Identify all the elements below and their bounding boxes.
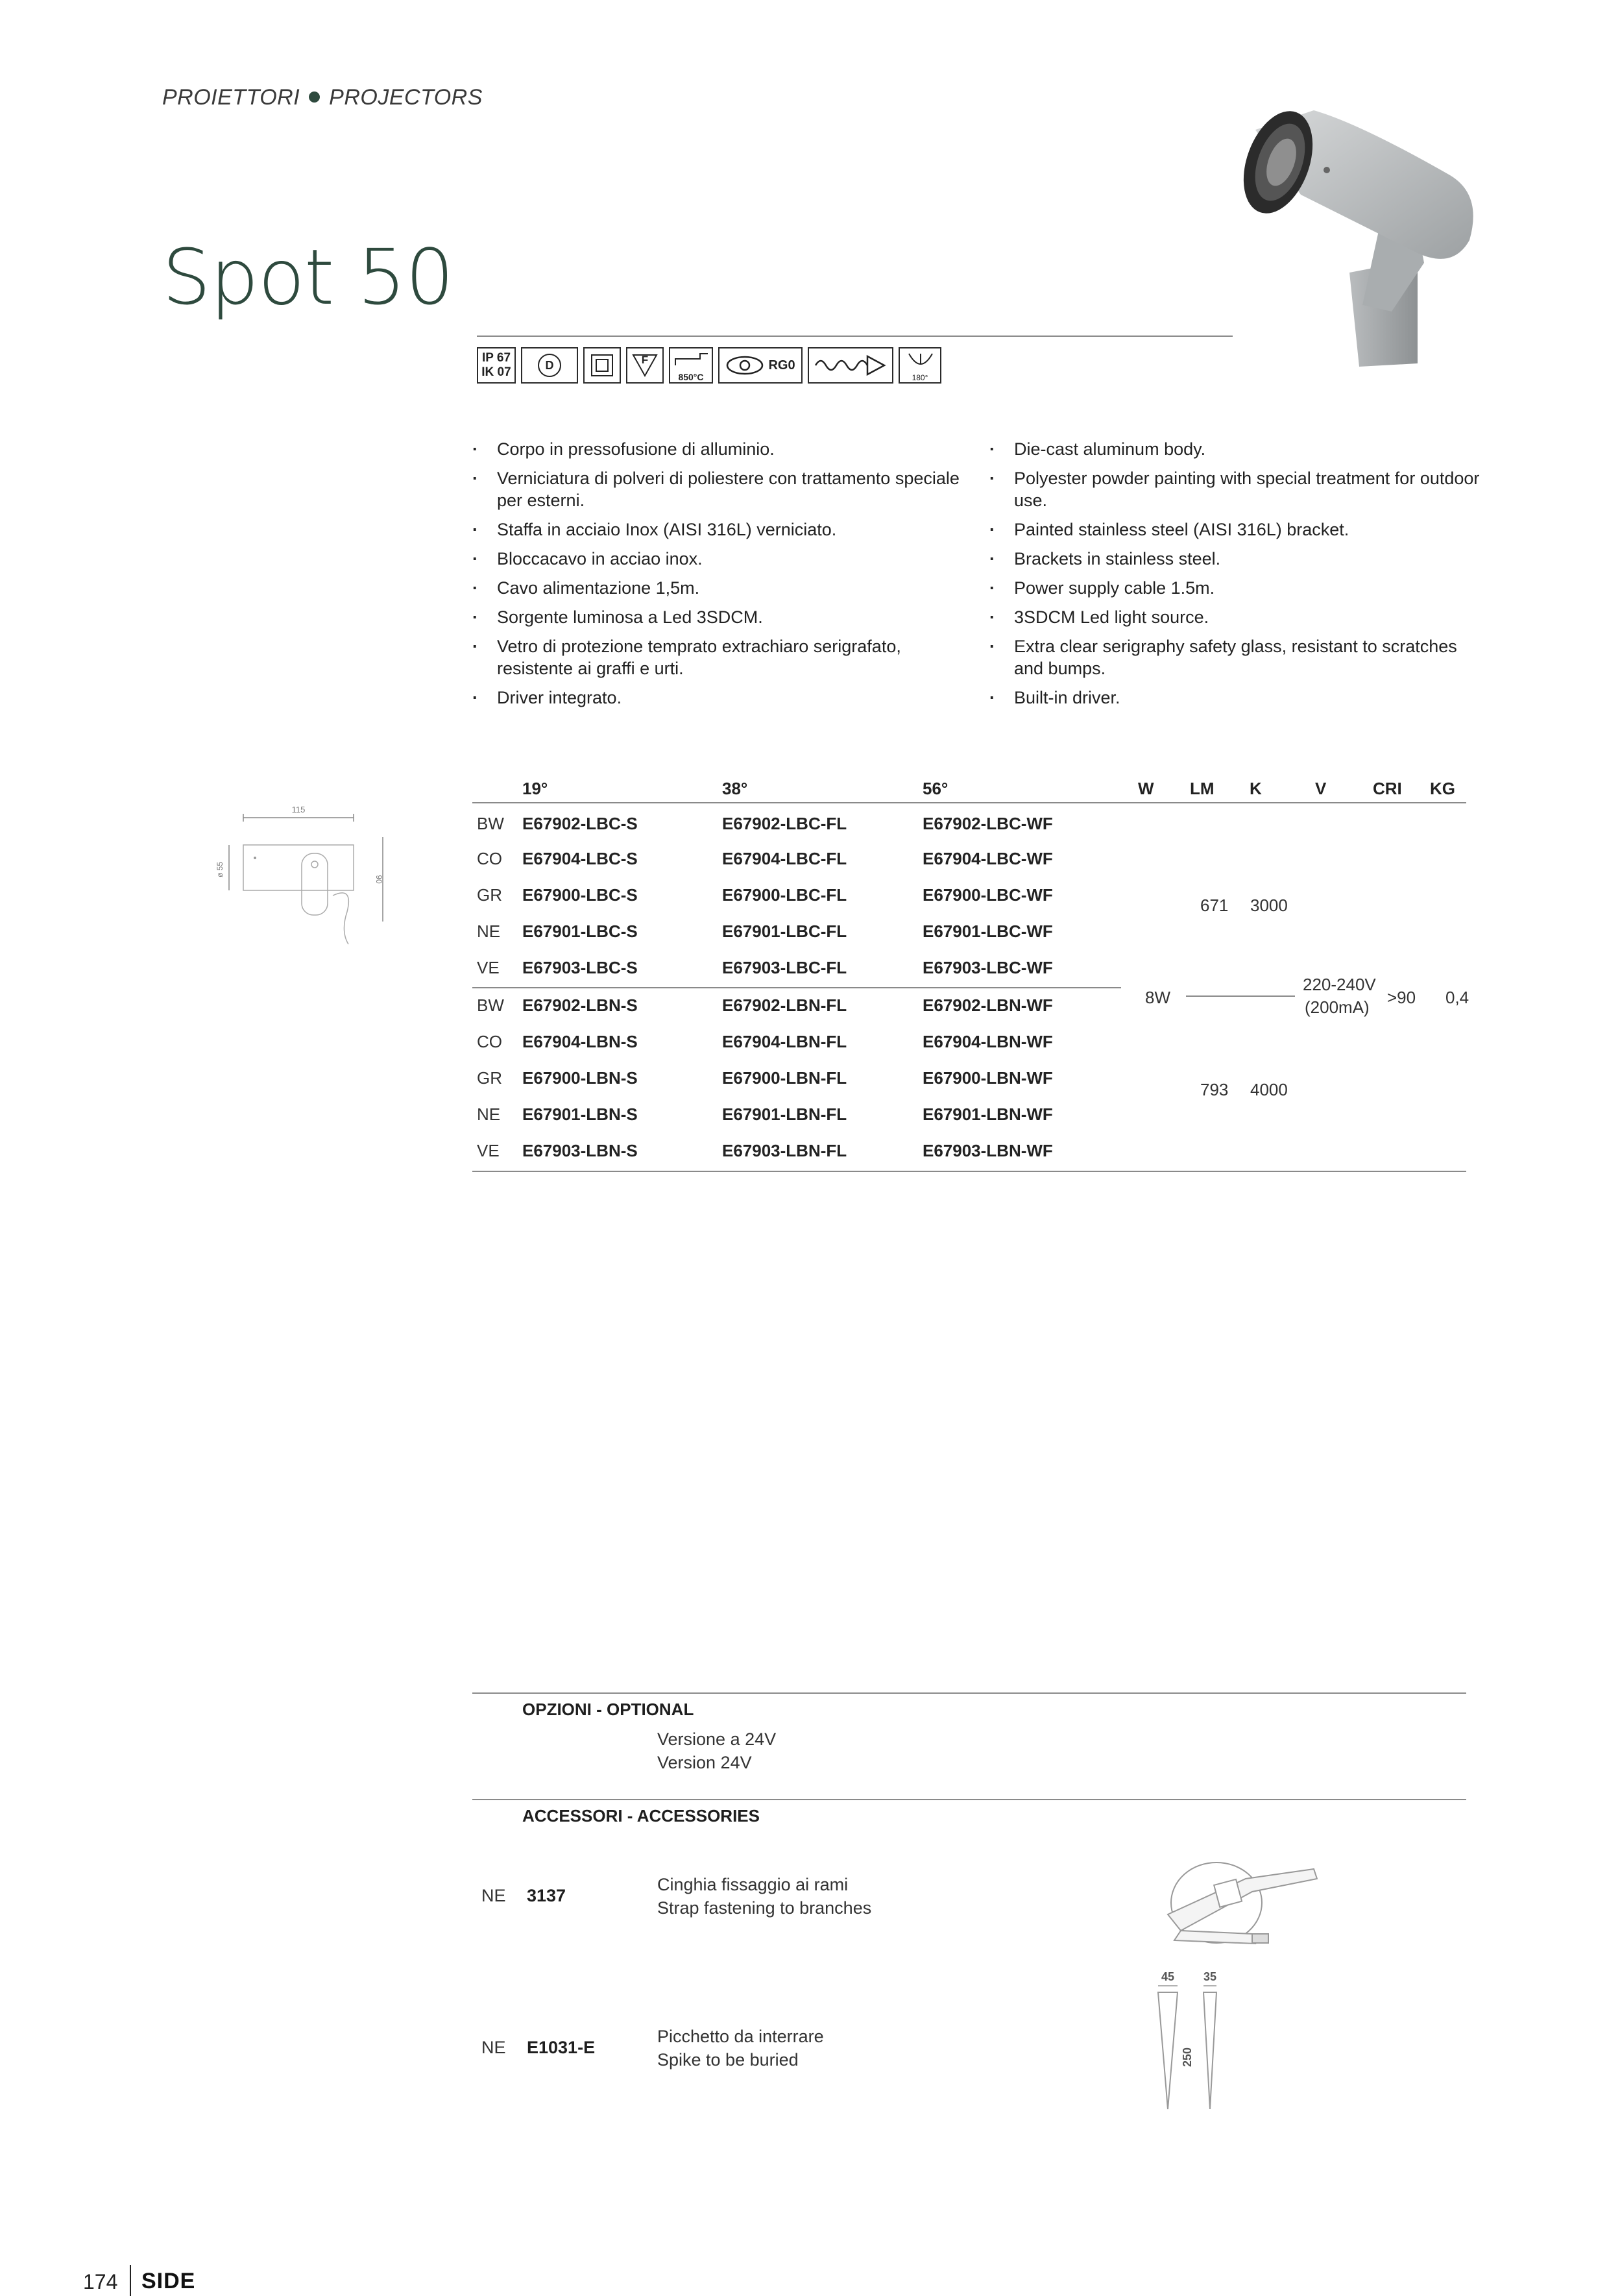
dim-width: 115 xyxy=(291,805,306,814)
header-beam-19: 19° xyxy=(522,779,548,798)
code-38: E67901-LBC-FL xyxy=(722,922,847,941)
code-56: E67900-LBN-WF xyxy=(923,1068,1053,1088)
code-19: E67904-LBC-S xyxy=(522,849,638,868)
code-19: E67903-LBC-S xyxy=(522,958,638,977)
row-color: GR xyxy=(477,885,502,905)
code-19: E67900-LBN-S xyxy=(522,1068,638,1088)
code-56: E67904-LBN-WF xyxy=(923,1032,1053,1051)
header-k: K xyxy=(1250,779,1262,798)
header-lm: LM xyxy=(1190,779,1215,798)
spec-lm-4000k: 793 xyxy=(1200,1080,1229,1099)
footer-divider xyxy=(130,2265,131,2296)
row-color: GR xyxy=(477,1068,502,1088)
options-text xyxy=(657,1728,776,1774)
spike-dim-a: 45 xyxy=(1161,1970,1175,1983)
row-color: CO xyxy=(477,849,502,868)
beam-angle-icon: 180° xyxy=(899,347,941,384)
row-color: VE xyxy=(477,958,500,977)
feature-it: · Corpo in pressofusione di alluminio. xyxy=(472,438,965,460)
product-title: Spot 50 xyxy=(162,232,453,322)
feature-it: · Staffa in acciaio Inox (AISI 316L) verniciato. xyxy=(472,519,965,541)
code-38: E67904-LBN-FL xyxy=(722,1032,847,1051)
code-38: E67900-LBN-FL xyxy=(722,1068,847,1088)
row-color: VE xyxy=(477,1141,500,1160)
code-38: E67902-LBN-FL xyxy=(722,995,847,1015)
option-it: Versione a 24V xyxy=(657,1729,777,1749)
spec-k-3000k: 3000 xyxy=(1250,896,1288,915)
code-19: E67901-LBN-S xyxy=(522,1105,638,1124)
category-en: PROJECTORS xyxy=(329,85,483,110)
row-color: BW xyxy=(477,814,504,833)
feature-en: · Extra clear serigraphy safety glass, resistant to scratches and bumps. xyxy=(989,635,1482,679)
accessory-code: E1031-E xyxy=(527,2038,596,2057)
footer-section: SIDE xyxy=(141,2269,196,2293)
code-38: E67902-LBC-FL xyxy=(722,814,847,833)
accessory-description xyxy=(657,2025,824,2071)
code-19: E67901-LBC-S xyxy=(522,922,638,941)
feature-it: · Vetro di protezione temprato extrachiaro serigrafato, resistente ai graffi e urti. xyxy=(472,635,965,679)
feature-en: · Power supply cable 1.5m. xyxy=(989,577,1482,599)
accessory-code: 3137 xyxy=(527,1886,566,1905)
row-color: BW xyxy=(477,995,504,1015)
ip-ik-icon: IP 67 IK 07 xyxy=(477,347,516,384)
accessory-color: NE xyxy=(481,2038,506,2057)
code-56: E67901-LBC-WF xyxy=(923,922,1053,941)
header-cri: CRI xyxy=(1373,779,1402,798)
row-color: NE xyxy=(477,922,501,941)
group-divider xyxy=(472,987,1121,988)
header-w: W xyxy=(1138,779,1154,798)
code-56: E67903-LBC-WF xyxy=(923,958,1053,977)
feature-en: · Brackets in stainless steel. xyxy=(989,548,1482,570)
code-56: E67904-LBC-WF xyxy=(923,849,1053,868)
code-56: E67900-LBC-WF xyxy=(923,885,1053,905)
accessory-desc-en: Spike to be buried xyxy=(657,2050,799,2070)
class-d-icon: D xyxy=(521,347,578,384)
spike-dim-h: 250 xyxy=(1181,2047,1194,2068)
spike-dim-b: 35 xyxy=(1203,1970,1217,1983)
code-56: E67901-LBN-WF xyxy=(923,1105,1053,1124)
strap-illustration xyxy=(1155,1843,1324,1960)
code-19: E67903-LBN-S xyxy=(522,1141,638,1160)
header-beam-56: 56° xyxy=(923,779,949,798)
code-38: E67903-LBN-FL xyxy=(722,1141,847,1160)
option-en: Version 24V xyxy=(657,1753,752,1772)
accessory-description xyxy=(657,1873,871,1920)
header-beam-38: 38° xyxy=(722,779,748,798)
code-19: E67904-LBN-S xyxy=(522,1032,638,1051)
dim-height: 90 xyxy=(374,875,383,884)
feature-it: · Bloccacavo in acciao inox. xyxy=(472,548,965,570)
accessory-desc-it: Cinghia fissaggio ai rami xyxy=(657,1875,849,1894)
spec-kg: 0,4 xyxy=(1445,988,1469,1007)
code-38: E67903-LBC-FL xyxy=(722,958,847,977)
spec-cri: >90 xyxy=(1387,988,1416,1007)
spike-illustration xyxy=(1148,1966,1233,2122)
accessory-color: NE xyxy=(481,1886,506,1905)
header-v: V xyxy=(1315,779,1327,798)
feature-en: · Die-cast aluminum body. xyxy=(989,438,1482,460)
f-mark-icon: F xyxy=(626,347,664,384)
code-38: E67900-LBC-FL xyxy=(722,885,847,905)
table-bottom-rule xyxy=(472,1171,1466,1172)
options-rule xyxy=(472,1692,1466,1694)
code-38: E67901-LBN-FL xyxy=(722,1105,847,1124)
header-kg: KG xyxy=(1430,779,1455,798)
glow-wire-icon: 850°C xyxy=(669,347,713,384)
category-it: PROIETTORI xyxy=(162,85,300,110)
code-19: E67902-LBN-S xyxy=(522,995,638,1015)
options-title: OPZIONI - OPTIONAL xyxy=(522,1700,694,1719)
accessory-desc-en: Strap fastening to branches xyxy=(657,1898,872,1918)
feature-en: · Polyester powder painting with special treatment for outdoor use. xyxy=(989,467,1482,511)
spec-k-4000k: 4000 xyxy=(1250,1080,1288,1099)
rg0-icon: RG0 xyxy=(718,347,803,384)
accessories-rule xyxy=(472,1799,1466,1800)
code-56: E67902-LBC-WF xyxy=(923,814,1053,833)
feature-en: · 3SDCM Led light source. xyxy=(989,606,1482,628)
accessories-title: ACCESSORI - ACCESSORIES xyxy=(522,1806,760,1826)
row-color: CO xyxy=(477,1032,502,1051)
feature-it: · Verniciatura di polveri di poliestere con trattamento speciale per esterni. xyxy=(472,467,965,511)
spec-lm-3000k: 671 xyxy=(1200,896,1229,915)
spec-w: 8W xyxy=(1145,988,1170,1007)
spec-divider xyxy=(1186,995,1295,997)
code-56: E67903-LBN-WF xyxy=(923,1141,1053,1160)
row-color: NE xyxy=(477,1105,501,1124)
feature-en: · Built-in driver. xyxy=(989,687,1482,709)
dim-diameter: ø 55 xyxy=(215,861,224,878)
spec-v-line1: 220-240V xyxy=(1303,975,1376,994)
feature-it: · Cavo alimentazione 1,5m. xyxy=(472,577,965,599)
spec-v-line2: (200mA) xyxy=(1305,997,1370,1017)
code-56: E67902-LBN-WF xyxy=(923,995,1053,1015)
feature-it: · Sorgente luminosa a Led 3SDCM. xyxy=(472,606,965,628)
feature-it: · Driver integrato. xyxy=(472,687,965,709)
table-header-rule xyxy=(472,802,1466,803)
code-19: E67902-LBC-S xyxy=(522,814,638,833)
feature-en: · Painted stainless steel (AISI 316L) bracket. xyxy=(989,519,1482,541)
code-38: E67904-LBC-FL xyxy=(722,849,847,868)
accessory-desc-it: Picchetto da interrare xyxy=(657,2027,824,2046)
page-number: 174 xyxy=(83,2270,118,2293)
code-19: E67900-LBC-S xyxy=(522,885,638,905)
